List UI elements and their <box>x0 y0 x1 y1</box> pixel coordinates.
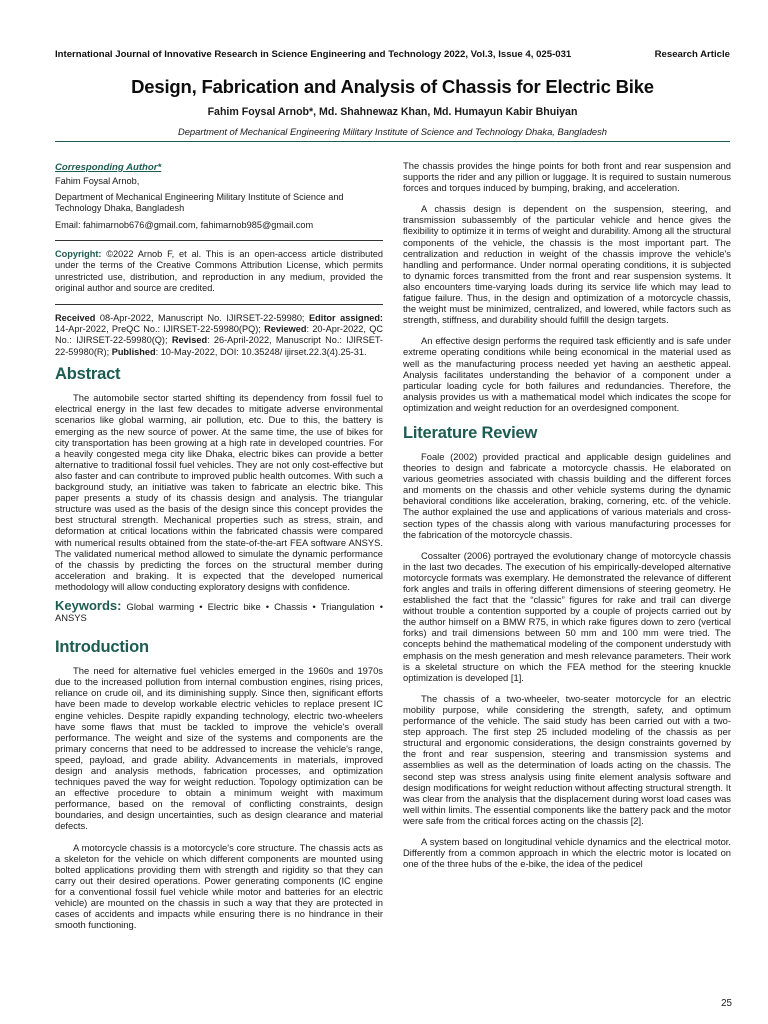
chassis-paragraph-3: An effective design performs the required task efficiently and is safe under extreme operating conditions while being economical in the material used as well as the manufacturing process needed yet having an aesthetic appeal. Analysis facilitates understanding the behavior of a component under a particular loading cycle for both failures and redundancies. Therefore, the analysis provides us with a mathematical model which indicates the scope for optimization and weight reduction for an overdesigned component. <box>403 335 731 413</box>
literature-review-heading: Literature Review <box>403 423 538 442</box>
copyright-label: Copyright: <box>55 249 102 260</box>
left-column <box>55 162 383 930</box>
article-type: Research Article <box>654 49 730 60</box>
corresponding-author-email[interactable]: Email: fahimarnob676@gmail.com, fahimarnob985@gmail.com <box>55 219 314 230</box>
divider <box>55 240 383 241</box>
corresponding-author-name: Fahim Foysal Arnob, <box>55 176 140 187</box>
revised-text: : 26-April-2022, Manuscript No.: IJIRSET-22-59980(R); <box>55 335 383 357</box>
abstract-text: The automobile sector started shifting its dependency from fossil fuel to electrical energy in the last few decades to mitigate adverse environmental scenarios like global warming, air pollution, etc. Due to this, the battery is emerging as the new source of power. At the same time, the use of bikes for city transportation has been growing at a high rate in developed countries. For a heavily congested mega city like Dhaka, electric bikes can provide a better alternative to traditional fossil fuel vehicles. They are not only cost-effective but also faster and can contribute to improved public health outcomes. With such a background study, an initiative was taken to fabricate an electric bike. This paper presents a study of its chassis design and analysis. The triangular structure was used as the basis of the design since this concept provides the best structural strength. Mechanical properties such as stress, strain, and deformation at critical locations within the fabricated chassis were compared with numerical results obtained from the state-of-the-art FEA software ANSYS. The validated numerical method allowed to simulate the dynamic performance of the chassis by predicting the forces on the structural member during acceleration and braking. It is expected that the developed numerical methodology will allow conducting exploratory designs with confidence. <box>55 392 383 592</box>
copyright-notice <box>55 249 383 295</box>
corresponding-author-block <box>55 162 383 231</box>
literature-paragraph-2: Cossalter (2006) portrayed the evolutionary change of motorcycle chassis in the last two decades. The execution of his empirically-developed alternative motorcycle formats was exemplary. He demonstrated the relevance of different fork angles and trails in offering different dimensions of steering geometry. He established the fact that the “classic” figures for rake and trail can diverge without trouble a contention supported by a couple of projects carried out by the author himself on a BMW R75, in which rake figures down to zero (vertical forks) and trail dimensions between 50 mm and 100 mm were tried. The concepts behind the mathematical modeling of the component understudy with emphasis on the mesh generation and mesh relevance parameters. Their work is a skeletal structure on which the FEA method for the steering knuckle optimization is developed [1]. <box>403 549 731 683</box>
paragraph-gap <box>403 540 731 550</box>
introduction-paragraph-1: The need for alternative fuel vehicles emerged in the 1960s and 1970s due to the increased pollution from internal combustion engines, rising prices, reliance on crude oil, and its diminishing supply. Since then, significant efforts have been made to develop workable electric vehicles to replace present IC engine vehicles. Despite rapidly expanding technology, electric two-wheelers have some flaws that must be tackled to improve the vehicle's overall performance. The weight and size of the systems and components are the primary concerns that need to be addressed to increase the vehicle's range, speed, payload, and grade ability. Advancements in materials, improved design and analysis methods, fabrication processes, and optimization techniques paved the way for weight reduction. Topology optimization can be an effective procedure to obtain a minimum weight with maximum performance, based on the removal of conflicting constraints, design boundaries, and design uncertainties, such as design clearance and material defects. <box>55 665 383 832</box>
received-text: 08-Apr-2022, Manuscript No. IJIRSET-22-59980; <box>95 312 310 323</box>
abstract-heading: Abstract <box>55 365 121 384</box>
editor-label: Editor assigned: <box>309 312 383 323</box>
keywords-line <box>55 597 383 624</box>
copyright-text: ©2022 Arnob F, et al. This is an open-access article distributed under the terms of the Creative Commons Attribution License, which permits unrestricted use, distribution, and reproduction in any medium, provided the original author and source are credited. <box>55 249 383 294</box>
chassis-paragraph-1: The chassis provides the hinge points for both front and rear suspension and supports the rider and any pillion or luggage. It is required to sustain numerous forces and torques induced by bumping, braking, and acceleration. <box>403 160 731 194</box>
page-number: 25 <box>721 998 732 1009</box>
article-history <box>55 313 383 359</box>
journal-header <box>55 49 730 60</box>
divider <box>55 304 383 305</box>
chassis-paragraph-2: A chassis design is dependent on the suspension, steering, and transmission subassembly of the particular vehicle and hence gives the flexibility to optimize it in terms of weight and durability. Among all the structural components of the vehicle, the chassis is the most important part. The centralization and reduction in weight of the chassis improve the vehicle's handling and performance. Under normal operating conditions, it is subjected to dynamic forces transmitted from the front and rear suspension systems. It also encounters time-varying loads during its service life which may lead to fatigue failure. Thus, in the design and optimization of a motorcycle chassis, the weight must be minimized, centralized, and lowered, while factors such as strength, stiffness, and durability should fulfill the design targets. <box>403 203 731 326</box>
paragraph-gap <box>403 193 731 203</box>
paragraph-gap <box>55 832 383 842</box>
paragraph-gap <box>403 683 731 693</box>
paragraph-gap <box>403 826 731 836</box>
journal-citation: International Journal of Innovative Research in Science Engineering and Technology 2022, Vol.3, Issue 4, 025-031 <box>55 49 572 60</box>
published-text: : 10-May-2022, DOI: 10.35248/ ijirset.22.3(4).25-31. <box>155 346 367 357</box>
literature-paragraph-3: The chassis of a two-wheeler, two-seater motorcycle for an electric mobility purpose, while considering the strength, safety, and optimum performance of the vehicle. The said study has been carried out with a two-step approach. The first step 25 included modeling of the chassis as per structural and ergonomic considerations, the design constraints governed by the front and rear suspension, steering and transmission systems and assemblies as well as the determination of loads acting on the chassis. The second step was stress analysis using finite element analysis software and design modifications for weight reduction without affecting structural strength. It was clear from the analysis that the displacement during worst load cases was well within limits. The essential components like the battery pack and the motor were safe from the critical forces acting on the chassis [2]. <box>403 692 731 826</box>
keywords-label: Keywords: <box>55 597 122 613</box>
literature-paragraph-4: A system based on longitudinal vehicle dynamics and the electrical motor. Differently from a common approach in which the electric motor is located on one of the three hubs of the e-bike, the idea of the pedicel <box>403 835 731 870</box>
introduction-heading: Introduction <box>55 638 149 657</box>
introduction-paragraph-2: A motorcycle chassis is a motorcycle's core structure. The chassis acts as a skeleton for the vehicle on which different components are mounted using bolted applications providing them with strength and rigidity so that they can carry out their desired operations. Power generating components (IC engine for a conventional fossil fuel vehicle while motor and batteries for an electric vehicle) are mounted on the chassis in such a way that they are protected in cases of accidents and impacts while ensuring there is no hindrance in their smooth functioning. <box>55 841 383 931</box>
received-label: Received <box>55 312 96 323</box>
corresponding-author-heading: Corresponding Author* <box>55 162 162 173</box>
literature-paragraph-1: Foale (2002) provided practical and applicable design guidelines and theories to design and fabricate a motorcycle chassis. He elaborated on various geometries associated with chassis building and the different forces and moments on the chassis and other vehicle systems during the dynamic behavioral conditions like acceleration, braking, cornering, etc. of the vehicle. The author explained the use and applications of various materials and cross-section types of the chassis along with various manufacturing processes for the fabrication of the motorcycle chassis. <box>403 450 731 540</box>
affiliation: Department of Mechanical Engineering Military Institute of Science and Technology Dhaka, Bangladesh <box>177 126 608 137</box>
reviewed-label: Reviewed <box>264 324 307 335</box>
paragraph-gap <box>403 325 731 335</box>
paper-title: Design, Fabrication and Analysis of Chassis for Electric Bike <box>131 76 654 97</box>
revised-label: Revised <box>171 335 208 346</box>
reviewed-text: : 20-Apr-2022, QC No.: IJIRSET-22-59980(Q); <box>55 324 383 346</box>
author-list: Fahim Foysal Arnob*, Md. Shahnewaz Khan, Md. Humayun Kabir Bhuiyan <box>207 106 578 118</box>
header-divider <box>55 141 730 142</box>
corresponding-author-dept: Department of Mechanical Engineering Military Institute of Science and Technology Dhaka, Bangladesh <box>55 191 344 214</box>
editor-text: 14-Apr-2022, PreQC No.: IJIRSET-22-59980(PQ); <box>55 324 265 335</box>
published-label: Published <box>111 346 156 357</box>
keywords-text: Global warming • Electric bike • Chassis • Triangulation • ANSYS <box>55 600 383 624</box>
right-column <box>403 160 731 869</box>
